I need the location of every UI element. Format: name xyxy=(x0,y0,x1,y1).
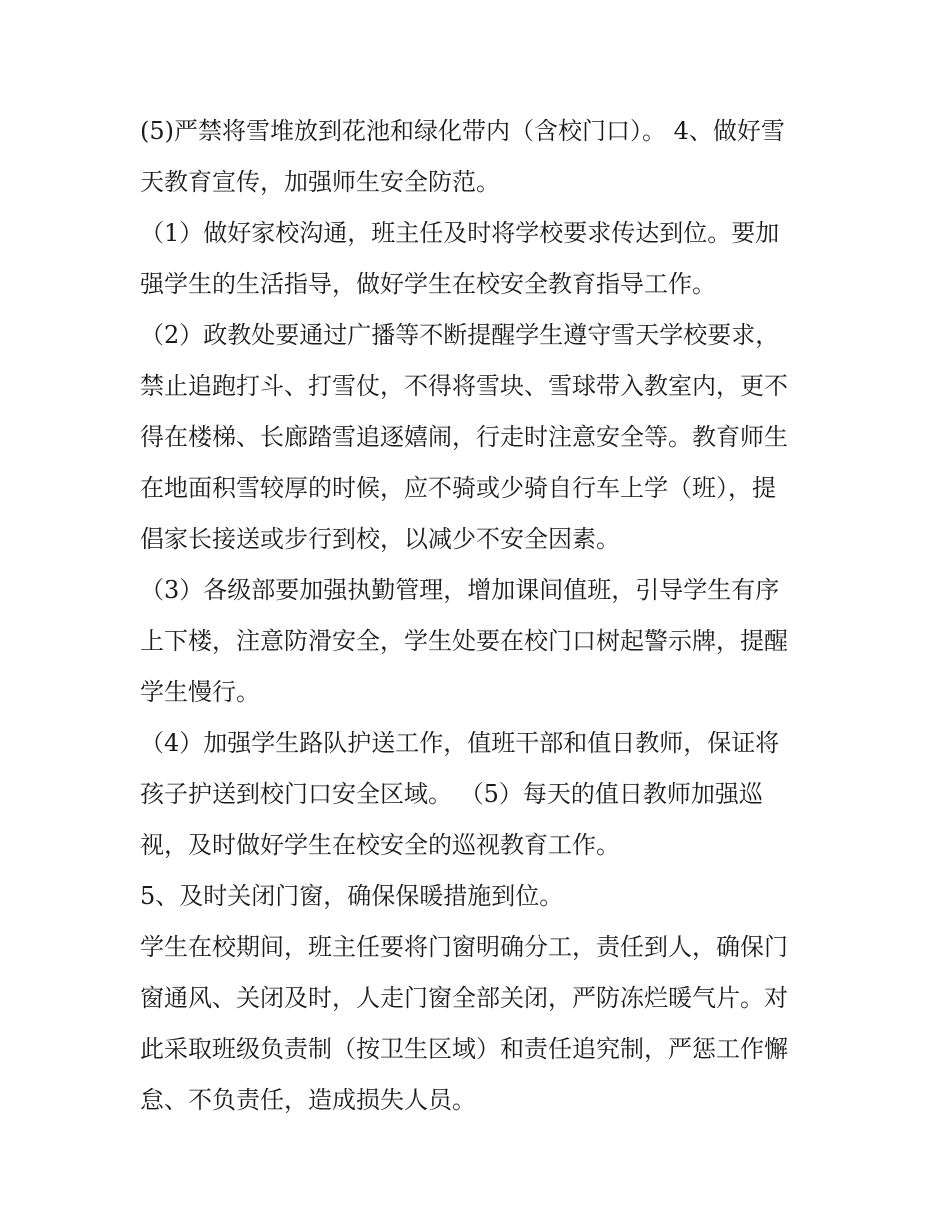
text-line: 窗通风、关闭及时，人走门窗全部关闭，严防冻烂暖气片。对 xyxy=(140,984,788,1012)
document-body xyxy=(140,106,820,1126)
text-line: 5、及时关闭门窗，确保保暖措施到位。 xyxy=(140,882,564,910)
text-line: 学生在校期间，班主任要将门窗明确分工，责任到人，确保门 xyxy=(140,933,788,961)
text-line: 倡家长接送或步行到校，以减少不安全因素。 xyxy=(140,525,620,553)
text-line: 天教育宣传，加强师生安全防范。 xyxy=(140,168,500,196)
text-line: 怠、不负责任，造成损失人员。 xyxy=(140,1086,476,1114)
text-line: 孩子护送到校门口安全区域。 （5）每天的值日教师加强巡 xyxy=(140,780,763,808)
text-line: (5)严禁将雪堆放到花池和绿化带内（含校门口）。 4、做好雪 xyxy=(140,117,785,145)
text-line: 上下楼，注意防滑安全，学生处要在校门口树起警示牌，提醒 xyxy=(140,627,788,655)
text-line: 学生慢行。 xyxy=(140,678,260,706)
text-line: 在地面积雪较厚的时候，应不骑或少骑自行车上学（班），提 xyxy=(140,474,776,502)
text-line: （2）政教处要通过广播等不断提醒学生遵守雪天学校要求， xyxy=(140,321,780,349)
text-line: 此采取班级负责制（按卫生区域）和责任追究制，严惩工作懈 xyxy=(140,1035,788,1063)
text-line: 得在楼梯、长廊踏雪追逐嬉闹，行走时注意安全等。教育师生 xyxy=(140,423,788,451)
text-line: 视，及时做好学生在校安全的巡视教育工作。 xyxy=(140,831,620,859)
text-line: 禁止追跑打斗、打雪仗，不得将雪块、雪球带入教室内，更不 xyxy=(140,372,788,400)
text-line: 强学生的生活指导，做好学生在校安全教育指导工作。 xyxy=(140,270,716,298)
text-line: （3）各级部要加强执勤管理，增加课间值班，引导学生有序 xyxy=(140,576,780,604)
text-line: （1）做好家校沟通，班主任及时将学校要求传达到位。要加 xyxy=(140,219,780,247)
text-line: （4）加强学生路队护送工作，值班干部和值日教师，保证将 xyxy=(140,729,780,757)
